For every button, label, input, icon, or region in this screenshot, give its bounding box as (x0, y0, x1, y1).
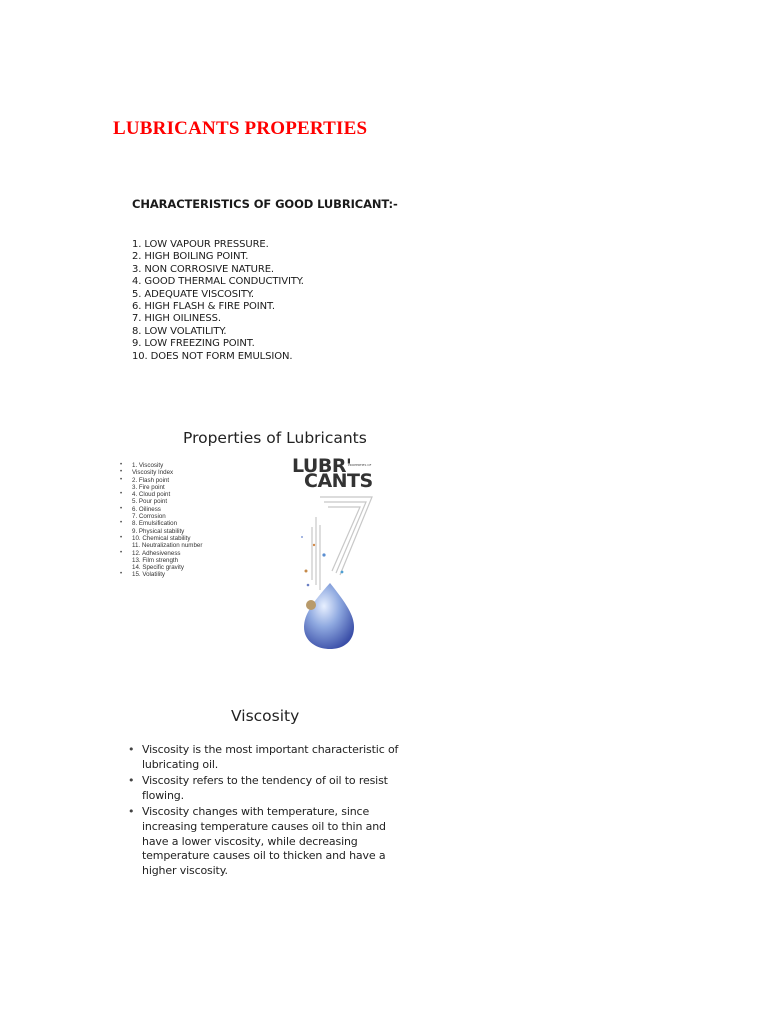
list-item: • Viscosity refers to the tendency of oil to resist flowing. (128, 774, 388, 802)
bullet-icon: • (120, 549, 123, 556)
list-item: 10. DOES NOT FORM EMULSION. (132, 350, 293, 362)
bullet-icon: • (120, 462, 123, 468)
list-item: 5. ADEQUATE VISCOSITY. (132, 288, 254, 300)
list-item: • 10. Chemical stability 11. Neutralization number (120, 534, 203, 550)
list-item: 9. LOW FREEZING POINT. (132, 338, 255, 350)
bullet-icon: • (120, 476, 123, 483)
bullet-icon: • (120, 491, 123, 498)
properties-list (120, 462, 290, 579)
logo-text-line1: LUBR' (292, 455, 352, 477)
list-item: 1. Viscosity (132, 462, 164, 469)
lubricants-logo (290, 455, 390, 650)
list-item: • 2. Flash point 3. Fire point (120, 476, 170, 491)
logo-small-text: PROPERTIES OF (348, 463, 372, 467)
list-item: 4. GOOD THERMAL CONDUCTIVITY. (132, 276, 304, 288)
good-lubricant-characteristics (132, 197, 412, 363)
properties-slide-title: Properties of Lubricants (183, 429, 367, 447)
logo-text-line2: CANTS (304, 470, 373, 492)
bullet-icon: • (128, 805, 135, 819)
page-title: LUBRICANTS PROPERTIES (113, 118, 368, 139)
list-item: • Viscosity changes with temperature, since increasing temperature causes oil to thin and have a lower viscosity, while decreasing temperature causes oil to thicken and have a higher viscosity. (128, 805, 386, 877)
list-item: 7. HIGH OILINESS. (132, 313, 221, 325)
characteristics-list (132, 239, 412, 363)
bullet-icon: • (120, 520, 123, 527)
characteristics-heading: CHARACTERISTICS OF GOOD LUBRICANT:- (132, 197, 398, 211)
list-item: • 4. Cloud point 5. Pour point (120, 491, 171, 506)
list-item: 1. LOW VAPOUR PRESSURE. (132, 239, 269, 250)
viscosity-list (128, 743, 400, 880)
list-item: 8. LOW VOLATILITY. (132, 325, 227, 337)
list-item: • Viscosity is the most important characteristic of lubricating oil. (128, 743, 399, 771)
bullet-icon: • (120, 534, 123, 541)
viscosity-slide-title: Viscosity (231, 707, 300, 725)
list-item: • 6. Oiliness 7. Corrosion (120, 505, 166, 521)
list-item: • 12. Adhesiveness 13. Film strength 14. Specific gravity (120, 549, 184, 572)
bullet-icon: • (120, 505, 123, 512)
bullet-icon: • (128, 774, 135, 788)
list-item: 6. HIGH FLASH & FIRE POINT. (132, 301, 275, 313)
bullet-icon: • (128, 743, 135, 756)
list-item: • 15. Volatility (120, 571, 166, 579)
list-item: 3. NON CORROSIVE NATURE. (132, 263, 275, 275)
bullet-icon: • (120, 571, 123, 578)
list-item: 2. HIGH BOILING POINT. (132, 251, 249, 263)
list-item: • 8. Emulsification 9. Physical stability (120, 520, 185, 535)
bullet-icon: • (120, 469, 123, 476)
list-item: • Viscosity Index (120, 469, 174, 477)
